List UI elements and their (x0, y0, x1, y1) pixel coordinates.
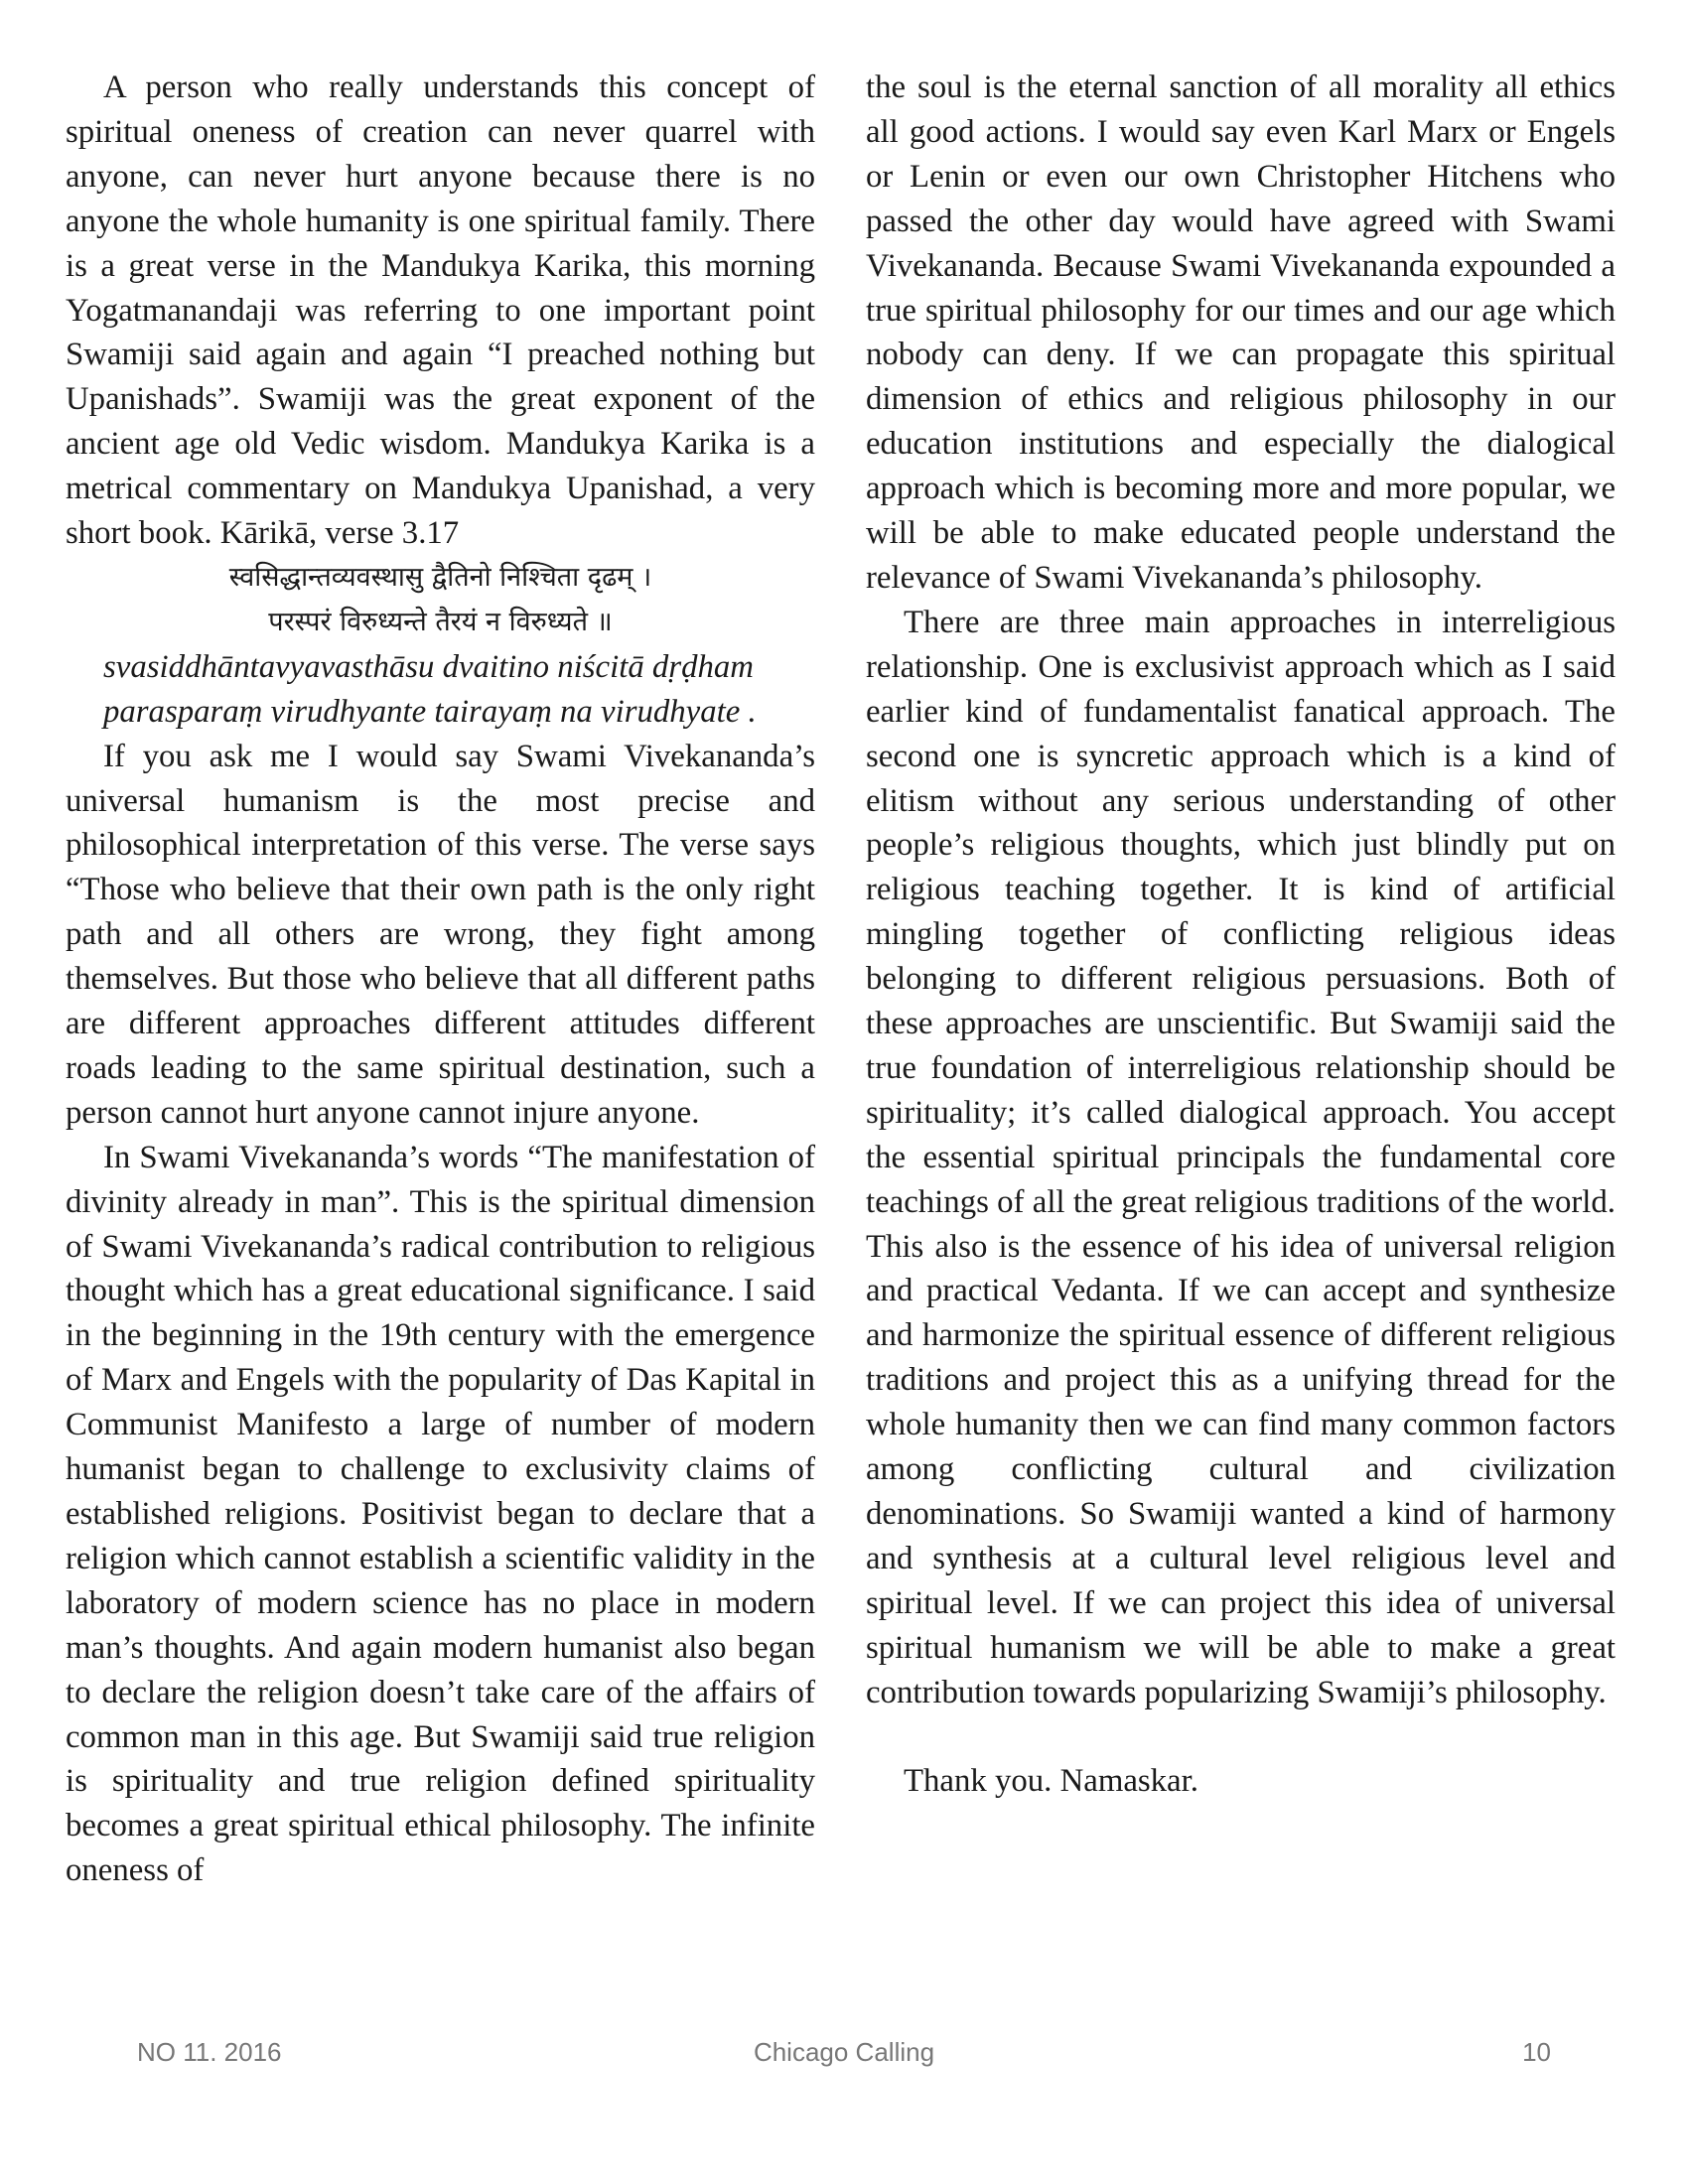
sanskrit-verse-line: परस्परं विरुध्यन्ते तैरयं न विरुध्यते ॥ (268, 606, 613, 637)
footer-publication: Chicago Calling (753, 2037, 935, 2067)
right-column (866, 66, 1616, 1804)
page-number: 10 (1522, 2037, 1551, 2067)
body-paragraph: the soul is the eternal sanction of all morality all ethics all good actions. I would say even Karl Marx or Engels or Lenin or even our own Christopher Hitchens who passed the other day would have agreed with Swami Vivekananda. Because Swami Vivekananda expounded a true spiritual philosophy for our times and our age which nobody can deny. If we can propagate this spiritual dimension of ethics and religious philosophy in our education institutions and especially the dialogical approach which is becoming more and more popular, we will be able to make educated people understand the relevance of Swami Vivekananda’s philosophy. (866, 69, 1616, 596)
closing-line: Thank you. Namaskar. (904, 1763, 1198, 1800)
transliteration-line: svasiddhāntavyavasthāsu dvaitino niścitā dṛḍham (103, 648, 754, 685)
page-footer (0, 2037, 1688, 2077)
sanskrit-verse-line: स्वसिद्धान्तव्यवस्थासु द्वैतिनो निश्चिता दृढम् । (228, 561, 652, 593)
body-paragraph: There are three main approaches in interreligious relationship. One is exclusivist approach which as I said earlier kind of fundamentalist fanatical approach. The second one is syncretic approach which is a kind of elitism without any serious understanding of other people’s religious thoughts, which just blindly put on religious teaching together. It is kind of artificial mingling together of conflicting religious ideas belonging to different religious persuasions. Both of these approaches are unscientific. But Swamiji said the true foundation of interreligious relationship should be spirituality; it’s called dialogical approach. You accept the essential spiritual principals the fundamental core teachings of all the great religious traditions of the world. This also is the essence of his idea of universal religion and practical Vedanta. If we can accept and synthesize and harmonize the spiritual essence of different religious traditions and project this as a unifying thread for the whole humanity then we can find many common factors among conflicting cultural and civilization denominations. So Swamiji wanted a kind of harmony and synthesis at a cultural level religious level and spiritual level. If we can project this idea of universal spiritual humanism we will be able to make a great contribution towards popularizing Swamiji’s philosophy. (866, 604, 1616, 1710)
body-paragraph: If you ask me I would say Swami Vivekananda’s universal humanism is the most precise and philosophical interpretation of this verse. The verse says “Those who believe that their own path is the only right path and all others are wrong, they fight among themselves. But those who believe that all different paths are different approaches different attitudes different roads leading to the same spiritual destination, such a person cannot hurt anyone cannot injure anyone. (66, 738, 815, 1131)
body-paragraph: A person who really understands this concept of spiritual oneness of creation can never quarrel with anyone, can never hurt anyone because there is no anyone the whole humanity is one spiritual family. There is a great verse in the Mandukya Karika, this morning Yogatmanandaji was referring to one important point Swamiji said again and again “I preached nothing but Upanishads”. Swamiji was the great exponent of the ancient age old Vedic wisdom. Mandukya Karika is a metrical commentary on Mandukya Upanishad, a very short book. Kārikā, verse 3.17 (66, 69, 815, 552)
body-paragraph: In Swami Vivekananda’s words “The manifestation of divinity already in man”. This is the spiritual dimension of Swami Vivekananda’s radical contribution to religious thought which has a great educational significance. I said in the beginning in the 19th century with the emergence of Marx and Engels with the popularity of Das Kapital in Communist Manifesto a large of number of modern humanist began to challenge to exclusivity claims of established religions. Positivist began to declare that a religion which cannot establish a scientific validity in the laboratory of modern science has no place in modern man’s thoughts. And again modern humanist also began to declare the religion doesn’t take care of the affairs of common man in this age. But Swamiji said true religion is spirituality and true religion defined spirituality becomes a great spiritual ethical philosophy. The infinite oneness of (66, 1139, 815, 1889)
footer-issue: NO 11. 2016 (137, 2037, 282, 2067)
transliteration-line: parasparaṃ virudhyante tairayaṃ na virudhyate . (103, 693, 757, 730)
left-column (66, 66, 815, 1893)
